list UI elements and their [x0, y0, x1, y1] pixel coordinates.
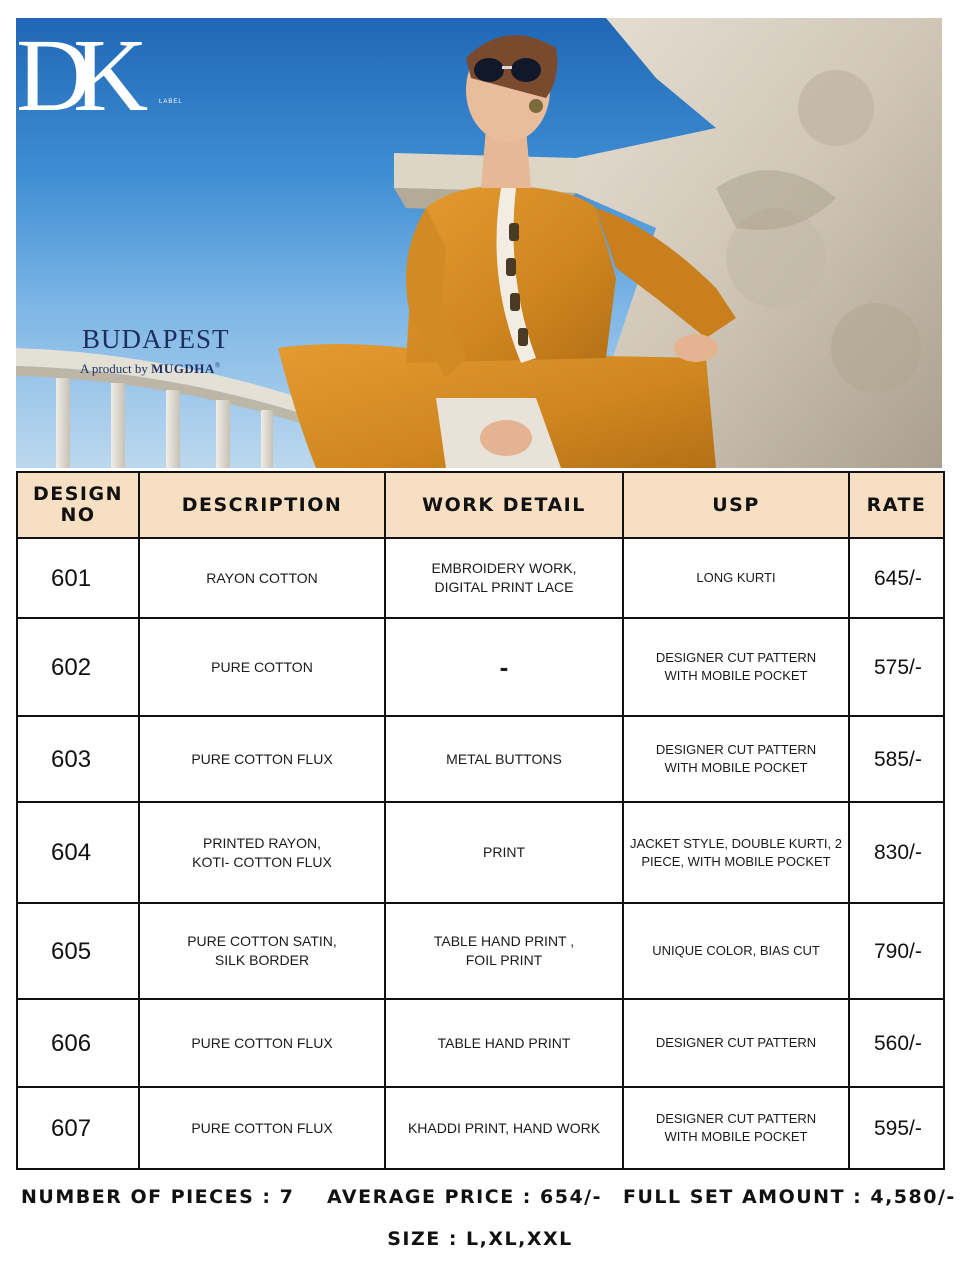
usp-cell: [623, 802, 849, 903]
description-cell-line: PURE COTTON SATIN,: [187, 933, 337, 949]
description-cell-line: PURE COTTON: [211, 658, 313, 675]
design-no-cell: 607: [17, 1087, 139, 1169]
work-detail-cell-line: EMBROIDERY WORK,: [431, 560, 577, 576]
description-cell: [139, 1087, 385, 1169]
description-cell: [139, 903, 385, 999]
usp-cell-line: WITH MOBILE POCKET: [664, 760, 808, 775]
full-set-amount: FULL SET AMOUNT : 4,580/-: [623, 1186, 956, 1208]
table-row: [17, 618, 944, 716]
header-description: DESCRIPTION: [139, 472, 385, 538]
usp-cell-line: DESIGNER CUT PATTERN: [655, 1111, 817, 1126]
dk-logo: [16, 18, 166, 118]
brand-tagline: [80, 361, 220, 377]
model: [278, 35, 736, 468]
header-design-line1: DESIGN: [32, 483, 123, 505]
header-design-line2: NO: [60, 504, 96, 526]
collection-name: BUDAPEST: [82, 324, 230, 354]
table-header-row: [17, 472, 944, 538]
number-of-pieces: NUMBER OF PIECES : 7: [21, 1186, 295, 1208]
table-row: [17, 999, 944, 1087]
table-row: [17, 903, 944, 999]
work-detail-cell-line: TABLE HAND PRINT ,: [433, 933, 575, 949]
header-usp: USP: [623, 472, 849, 538]
work-detail-cell: [385, 1087, 623, 1169]
work-detail-cell: [385, 999, 623, 1087]
work-detail-cell-line: METAL BUTTONS: [446, 750, 562, 767]
registered-mark: ®: [214, 361, 221, 370]
usp-cell: [623, 716, 849, 802]
work-detail-cell-line: -: [499, 651, 509, 682]
description-cell-line: PRINTED RAYON,: [203, 834, 321, 851]
usp-cell-line: DESIGNER CUT PATTERN: [655, 650, 817, 665]
rate-cell: 595/-: [849, 1087, 944, 1169]
average-price: AVERAGE PRICE : 654/-: [327, 1186, 602, 1208]
hero-photo: [16, 18, 942, 468]
usp-cell-line: LONG KURTI: [696, 570, 776, 585]
description-cell: [139, 999, 385, 1087]
rate-cell: 585/-: [849, 716, 944, 802]
design-no-cell: 601: [17, 538, 139, 618]
usp-cell-line: PIECE, WITH MOBILE POCKET: [641, 853, 831, 869]
work-detail-cell-line: FOIL PRINT: [465, 952, 543, 968]
usp-cell-line: WITH MOBILE POCKET: [664, 668, 808, 683]
header-design-no: [17, 472, 139, 538]
logo-label-text: LABEL: [159, 99, 183, 105]
table-row: [17, 802, 944, 903]
description-cell-line: PURE COTTON FLUX: [191, 750, 333, 767]
work-detail-cell-line: PRINT: [483, 844, 525, 860]
design-no-cell: 604: [17, 802, 139, 903]
description-cell: [139, 538, 385, 618]
usp-cell-line: JACKET STYLE, DOUBLE KURTI, 2: [630, 835, 842, 851]
work-detail-cell-line: TABLE HAND PRINT: [437, 1034, 571, 1051]
usp-cell: [623, 999, 849, 1087]
description-cell-line: PURE COTTON FLUX: [191, 1119, 333, 1136]
rate-cell: 575/-: [849, 618, 944, 716]
usp-cell: [623, 538, 849, 618]
usp-cell: [623, 618, 849, 716]
table-body: [17, 538, 944, 1169]
design-no-cell: 606: [17, 999, 139, 1087]
rate-cell: 830/-: [849, 802, 944, 903]
description-cell: [139, 802, 385, 903]
svg-text:DK: DK: [16, 18, 131, 118]
table-row: [17, 1087, 944, 1169]
rate-cell: 560/-: [849, 999, 944, 1087]
size-info: SIZE : L,XL,XXL: [387, 1228, 573, 1250]
usp-cell-line: DESIGNER CUT PATTERN: [655, 742, 817, 757]
description-cell: [139, 618, 385, 716]
work-detail-cell: [385, 716, 623, 802]
usp-cell: [623, 1087, 849, 1169]
table-row: [17, 538, 944, 618]
table-row: [17, 716, 944, 802]
header-rate: RATE: [849, 472, 944, 538]
usp-cell-line: DESIGNER CUT PATTERN: [655, 1035, 817, 1050]
description-cell-line: KOTI- COTTON FLUX: [192, 853, 332, 870]
description-cell-line: SILK BORDER: [214, 952, 310, 968]
work-detail-cell: [385, 538, 623, 618]
work-detail-cell-line: KHADDI PRINT, HAND WORK: [407, 1119, 601, 1136]
header-work-detail: WORK DETAIL: [385, 472, 623, 538]
description-cell-line: RAYON COTTON: [206, 569, 318, 586]
rate-cell: 645/-: [849, 538, 944, 618]
usp-cell-line: UNIQUE COLOR, BIAS CUT: [652, 943, 820, 958]
tagline-prefix: A product by: [80, 361, 148, 376]
description-cell-line: PURE COTTON FLUX: [191, 1034, 333, 1051]
description-cell: [139, 716, 385, 802]
price-table: [16, 471, 945, 1170]
design-no-cell: 605: [17, 903, 139, 999]
design-no-cell: 602: [17, 618, 139, 716]
rate-cell: 790/-: [849, 903, 944, 999]
work-detail-cell-line: DIGITAL PRINT LACE: [434, 579, 574, 595]
usp-cell-line: WITH MOBILE POCKET: [664, 1129, 808, 1144]
tagline-brand: MUGDHA: [151, 361, 215, 376]
work-detail-cell: [385, 802, 623, 903]
design-no-cell: 603: [17, 716, 139, 802]
usp-cell: [623, 903, 849, 999]
work-detail-cell: [385, 618, 623, 716]
work-detail-cell: [385, 903, 623, 999]
